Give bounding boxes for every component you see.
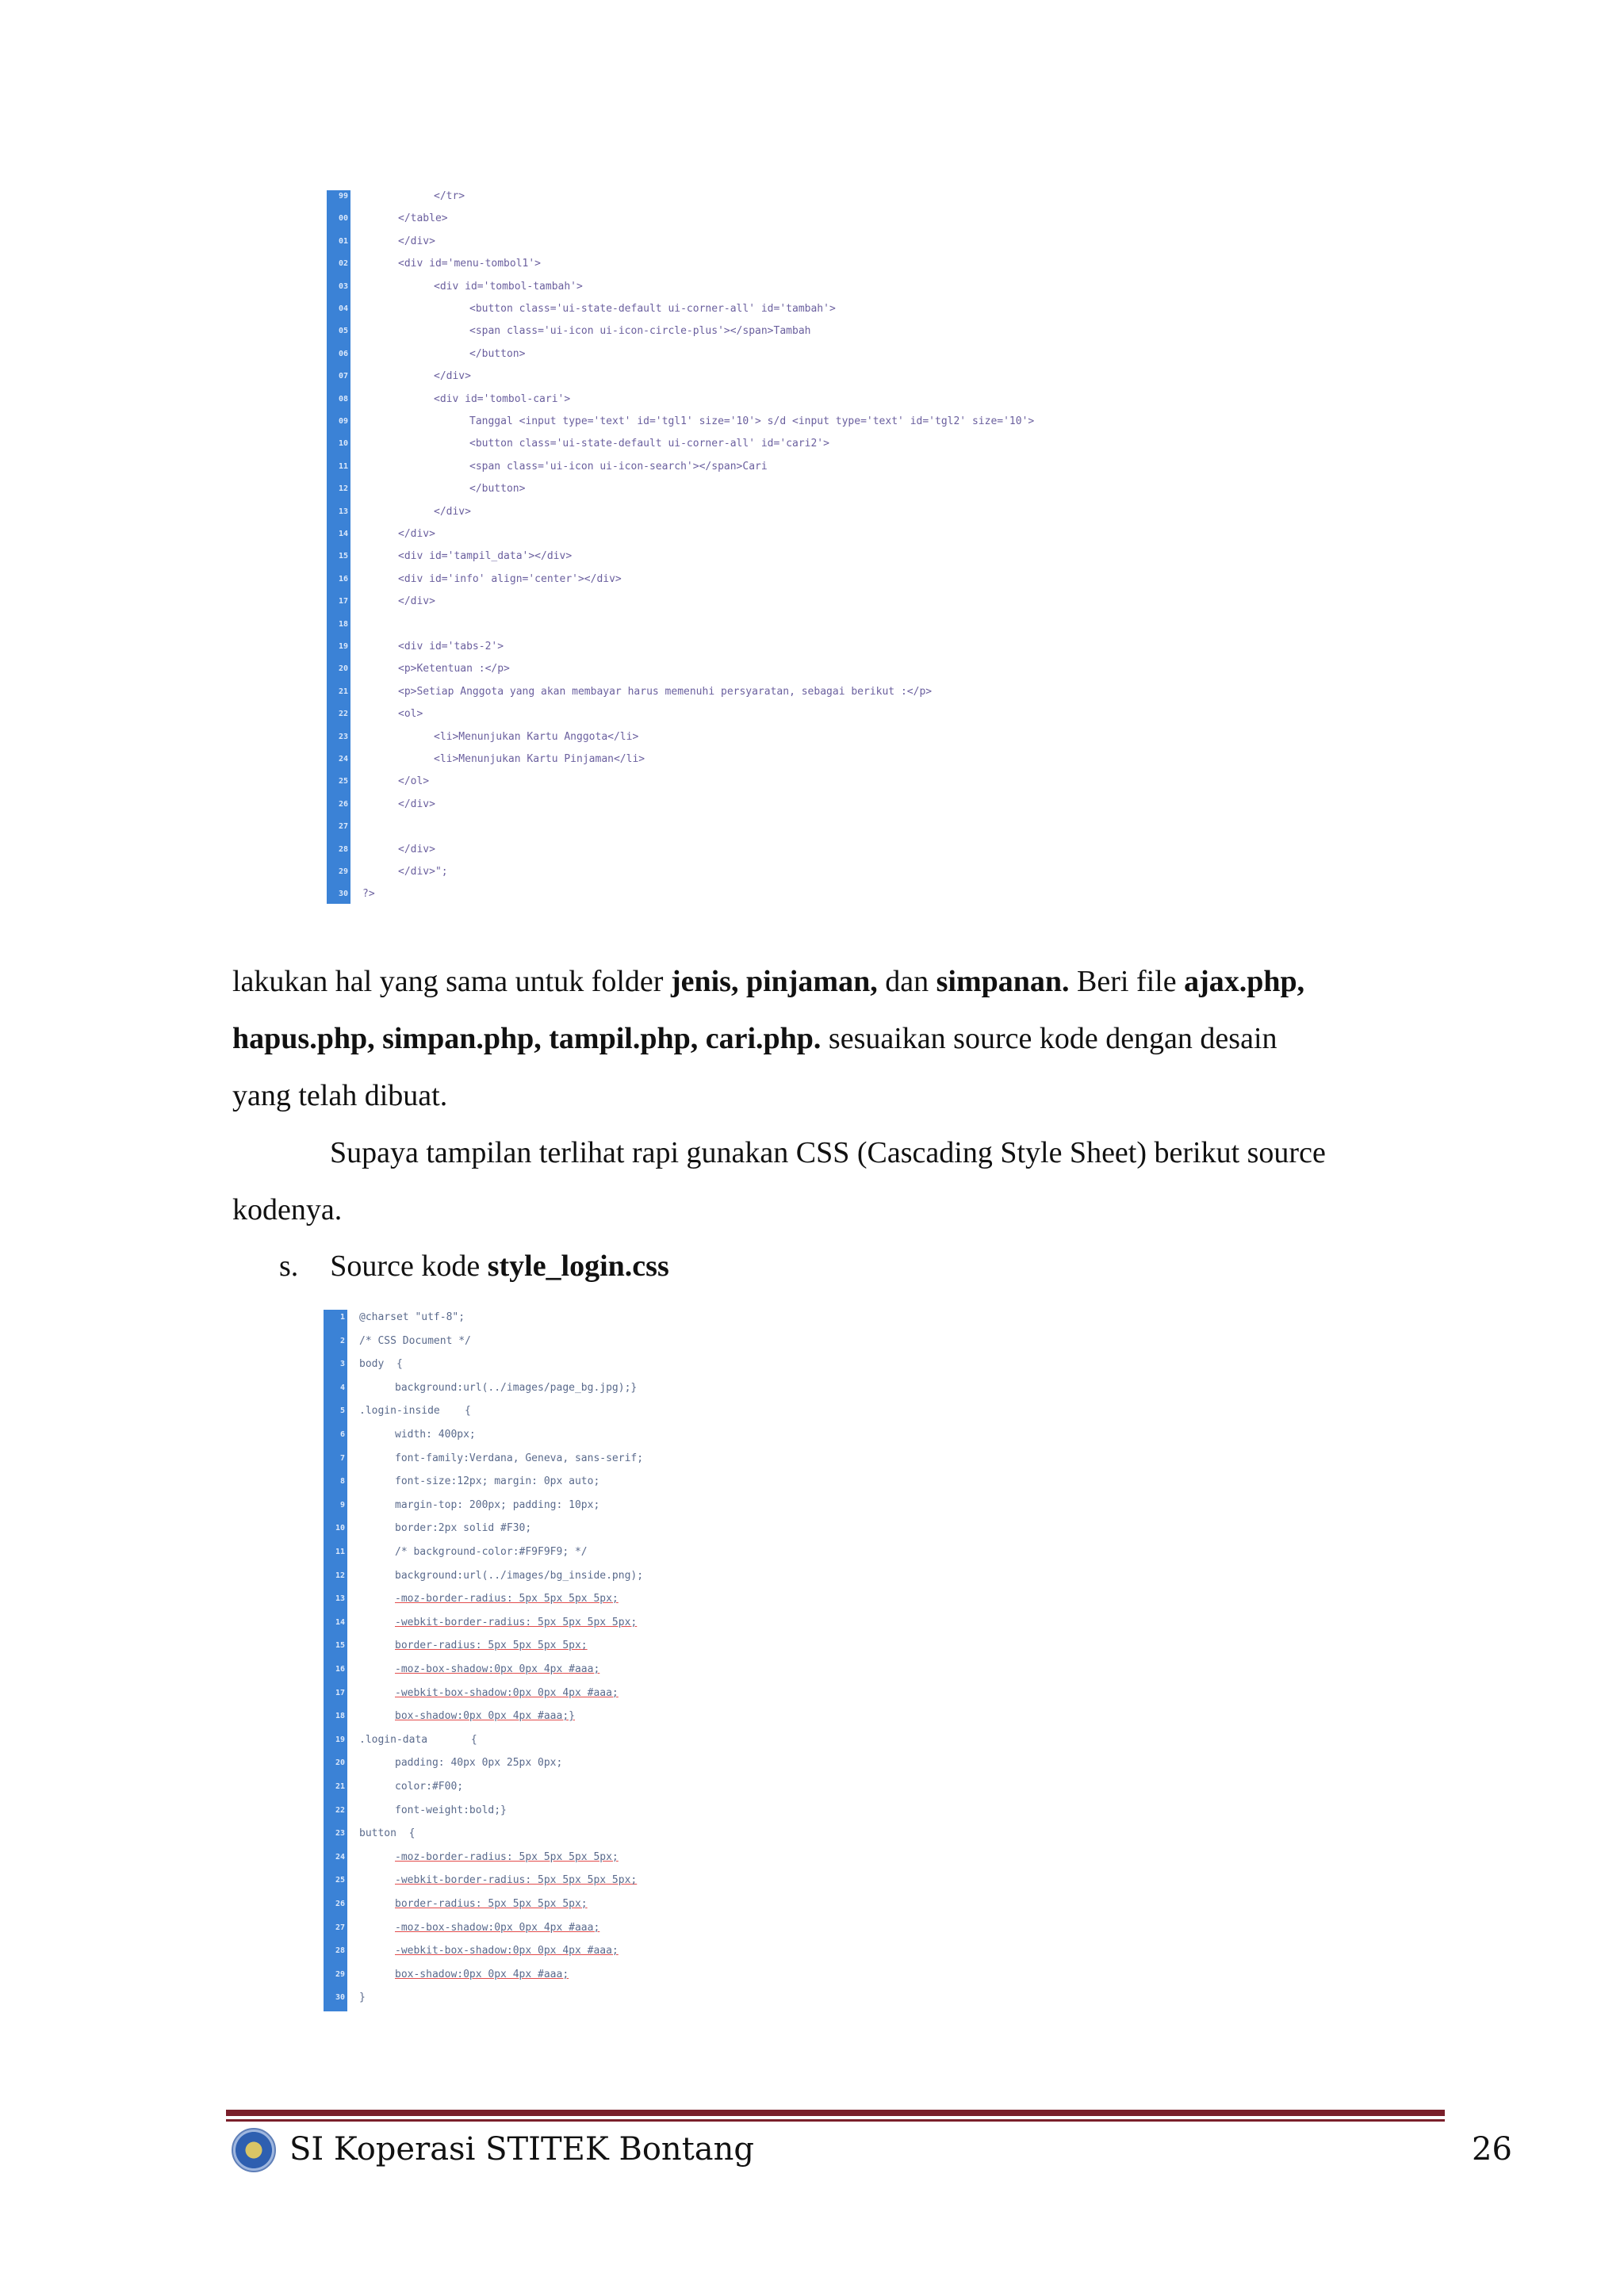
line-number: 08 [338, 394, 348, 404]
line-number: 26 [335, 1900, 345, 1908]
code-line: </div> [398, 595, 435, 608]
text-segment: dan [877, 965, 936, 998]
text-segment: Beri file [1069, 965, 1185, 998]
code-line: <div id='tampil_data'></div> [398, 550, 573, 563]
code-line: border-radius: 5px 5px 5px 5px; [395, 1640, 588, 1652]
code-line: <button class='ui-state-default ui-corner-all' id='tambah'> [469, 303, 836, 315]
paragraph-line-1 [232, 953, 1304, 1010]
line-number: 2 [339, 1336, 345, 1345]
line-number: 22 [338, 710, 348, 719]
code-line: <div id='menu-tombol1'> [398, 258, 542, 270]
code-line: button { [359, 1827, 416, 1840]
code-line: padding: 40px 0px 25px 0px; [395, 1757, 563, 1770]
line-number: 09 [338, 417, 348, 426]
code-line: -webkit-box-shadow:0px 0px 4px #aaa; [395, 1686, 619, 1699]
code-line: -webkit-border-radius: 5px 5px 5px 5px; [395, 1874, 638, 1887]
line-number: 21 [335, 1782, 345, 1791]
code-line: </div> [398, 798, 435, 810]
code-line: font-family:Verdana, Geneva, sans-serif; [395, 1452, 644, 1464]
line-number: 18 [335, 1712, 345, 1721]
line-number: 04 [338, 304, 348, 313]
line-number: 30 [338, 890, 348, 899]
line-number: 28 [338, 844, 348, 854]
line-number: 3 [339, 1360, 345, 1369]
code-line: box-shadow:0px 0px 4px #aaa;} [395, 1710, 575, 1723]
line-number: 16 [335, 1665, 345, 1674]
line-number: 27 [338, 822, 348, 832]
line-number: 29 [338, 867, 348, 876]
line-number: 14 [335, 1617, 345, 1627]
line-number: 05 [338, 327, 348, 336]
code-line: -moz-box-shadow:0px 0px 4px #aaa; [395, 1663, 600, 1675]
line-number: 20 [335, 1758, 345, 1768]
code-line: <div id='tombol-tambah'> [434, 280, 583, 293]
line-number: 4 [339, 1383, 345, 1392]
code-line: font-size:12px; margin: 0px auto; [395, 1475, 600, 1488]
line-number: 1 [339, 1313, 345, 1322]
code-line: <p>Setiap Anggota yang akan membayar harus memenuhi persyaratan, sebagai berikut :</p> [398, 685, 933, 698]
line-number-gutter [327, 190, 350, 904]
code-line: <div id='tabs-2'> [398, 641, 504, 652]
code-line: Tanggal <input type='text' id='tgl1' size='10'> s/d <input type='text' id='tgl2' size='10'> [469, 415, 1035, 427]
line-number: 23 [335, 1829, 345, 1839]
line-number: 18 [338, 619, 348, 629]
line-number: 5 [339, 1406, 345, 1416]
line-number: 29 [335, 1969, 345, 1979]
code-line: } [359, 1992, 366, 2004]
code-line: -moz-box-shadow:0px 0px 4px #aaa; [395, 1921, 600, 1934]
line-number: 10 [335, 1524, 345, 1533]
code-line: background:url(../images/page_bg.jpg);} [395, 1381, 638, 1394]
line-number: 7 [339, 1453, 345, 1463]
line-number: 25 [338, 777, 348, 786]
line-number: 07 [338, 372, 348, 381]
line-number: 24 [335, 1852, 345, 1862]
line-number: 14 [338, 530, 348, 538]
code-line: border:2px solid #F30; [395, 1522, 532, 1535]
line-number: 10 [338, 439, 348, 449]
line-number: 23 [338, 732, 348, 741]
line-number: 9 [339, 1500, 345, 1510]
line-number: 22 [335, 1805, 345, 1815]
line-number: 19 [338, 642, 348, 651]
code-line: -webkit-box-shadow:0px 0px 4px #aaa; [395, 1945, 619, 1957]
line-number-gutter [324, 1310, 347, 2011]
code-line: <span class='ui-icon ui-icon-search'></span>Cari [469, 460, 768, 473]
line-number: 6 [339, 1430, 345, 1439]
line-number: 8 [339, 1477, 345, 1487]
line-number: 03 [338, 281, 348, 291]
footer-rule-thick [226, 2110, 1445, 2116]
code-line: .login-data { [359, 1733, 477, 1746]
code-line: </div> [398, 235, 435, 247]
code-line: <div id='info' align='center'></div> [398, 572, 622, 585]
line-number: 11 [335, 1548, 345, 1556]
line-number: 13 [335, 1594, 345, 1604]
line-number: 12 [338, 484, 348, 494]
code-line: <div id='tombol-cari'> [434, 392, 571, 405]
code-line: -moz-border-radius: 5px 5px 5px 5px; [395, 1850, 619, 1863]
code-line: box-shadow:0px 0px 4px #aaa; [395, 1968, 569, 1980]
line-number: 30 [335, 1993, 345, 2003]
code-line: @charset "utf-8"; [359, 1311, 465, 1323]
line-number: 01 [338, 236, 348, 246]
line-number: 27 [335, 1923, 345, 1932]
code-line: </div> [398, 528, 435, 540]
text-segment: hapus.php, simpan.php, tampil.php, cari.php. [232, 1022, 822, 1055]
text-segment: jenis, pinjaman, [670, 965, 878, 998]
code-line: <li>Menunjukan Kartu Pinjaman</li> [434, 753, 645, 765]
line-number: 19 [335, 1735, 345, 1744]
code-line: -moz-border-radius: 5px 5px 5px 5px; [395, 1593, 619, 1605]
code-line: </button> [469, 347, 526, 360]
line-number: 13 [338, 507, 348, 516]
code-screenshot-php [327, 190, 1564, 904]
line-number: 17 [338, 597, 348, 607]
line-number: 99 [338, 192, 348, 201]
code-line: .login-inside { [359, 1405, 471, 1418]
code-line: <span class='ui-icon ui-icon-circle-plus'></span>Tambah [469, 325, 811, 338]
paragraph-line-2 [232, 1010, 1277, 1067]
line-number: 11 [338, 461, 348, 471]
code-line: <li>Menunjukan Kartu Anggota</li> [434, 730, 639, 743]
code-line: /* background-color:#F9F9F9; */ [395, 1546, 588, 1558]
line-number: 15 [338, 552, 348, 561]
line-number: 17 [335, 1688, 345, 1697]
line-number: 20 [338, 664, 348, 674]
code-line: width: 400px; [395, 1429, 476, 1441]
code-line: border-radius: 5px 5px 5px 5px; [395, 1898, 588, 1910]
line-number: 26 [338, 799, 348, 809]
code-line: </div>"; [398, 866, 448, 878]
line-number: 15 [335, 1641, 345, 1651]
code-line: background:url(../images/bg_inside.png); [395, 1569, 644, 1582]
text-segment: lakukan hal yang sama untuk folder [232, 965, 671, 998]
text-segment: simpanan. [936, 965, 1070, 998]
code-line: body { [359, 1358, 403, 1371]
paragraph-line-3: yang telah dibuat. [232, 1079, 448, 1112]
code-line: font-weight:bold;} [395, 1804, 507, 1816]
line-number: 25 [335, 1876, 345, 1885]
code-line: -webkit-border-radius: 5px 5px 5px 5px; [395, 1616, 638, 1628]
code-line: ?> [362, 888, 375, 901]
footer-rule-thin [226, 2119, 1445, 2122]
list-item-s [279, 1238, 669, 1295]
code-line: </div> [434, 370, 471, 383]
code-line: color:#F00; [395, 1781, 464, 1793]
code-line: <p>Ketentuan :</p> [398, 663, 510, 675]
line-number: 21 [338, 687, 348, 696]
text-segment: ajax.php, [1184, 965, 1305, 998]
code-line: /* CSS Document */ [359, 1334, 471, 1347]
footer-title: SI Koperasi STITEK Bontang [289, 2131, 754, 2168]
line-number: 28 [335, 1946, 345, 1956]
code-line: </button> [469, 483, 526, 496]
code-line: </tr> [434, 190, 465, 202]
page-number: 26 [1472, 2131, 1512, 2168]
line-number: 06 [338, 349, 348, 358]
paragraph-line-5: kodenya. [232, 1193, 343, 1226]
text-segment: sesuaikan source kode dengan desain [821, 1022, 1277, 1055]
code-line: <ol> [398, 708, 423, 721]
list-text: Source kode [330, 1249, 488, 1283]
code-line: </div> [434, 505, 471, 518]
list-filename: style_login.css [487, 1249, 669, 1283]
line-number: 02 [338, 259, 348, 269]
institution-logo-icon [232, 2128, 276, 2172]
code-line: </ol> [398, 775, 430, 788]
code-line: margin-top: 200px; padding: 10px; [395, 1498, 600, 1511]
code-line: <button class='ui-state-default ui-corner-all' id='cari2'> [469, 438, 829, 450]
paragraph-line-4: Supaya tampilan terlihat rapi gunakan CSS (Cascading Style Sheet) berikut source [330, 1136, 1326, 1169]
code-screenshot-css [324, 1310, 1561, 2011]
list-marker: s. [279, 1249, 299, 1283]
line-number: 24 [338, 755, 348, 763]
line-number: 16 [338, 574, 348, 584]
line-number: 12 [335, 1571, 345, 1580]
line-number: 00 [338, 214, 348, 224]
code-line: </table> [398, 212, 448, 225]
code-line: </div> [398, 843, 435, 855]
